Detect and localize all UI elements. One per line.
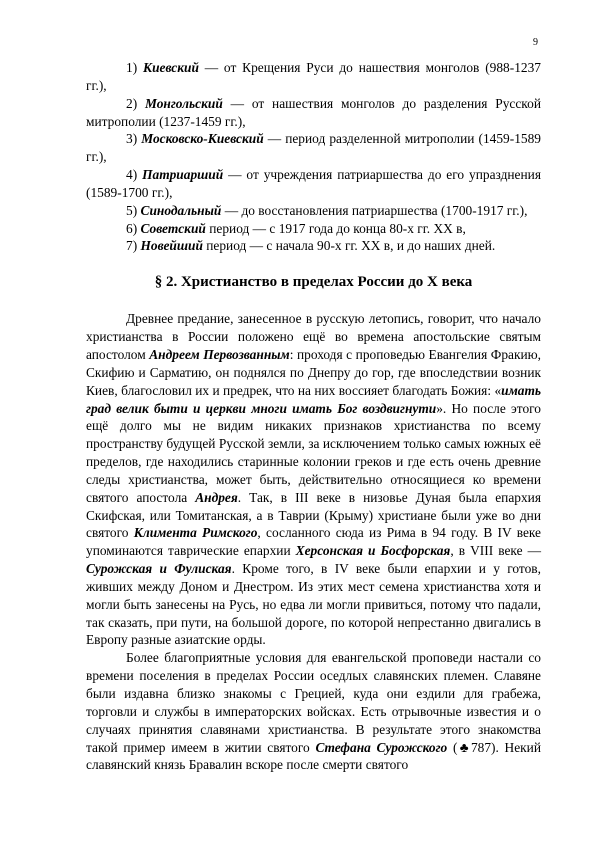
- emphasis: Сурожская и Фулиская: [86, 561, 232, 577]
- period-item: [86, 202, 541, 220]
- period-description: — от учреждения патриаршества до его упразднения (1589-1700 гг.),: [86, 167, 541, 200]
- period-description: — от Крещения Руси до нашествия монголов (988-1237 гг.),: [86, 60, 541, 93]
- period-item: [86, 95, 541, 131]
- period-description: — период разделенной митрополии (1459-1589 гг.),: [86, 131, 541, 165]
- emphasis: имать град велик быти и церкви многи имать Бог воздвигнути: [86, 382, 541, 416]
- periods-list: [86, 59, 541, 255]
- period-description: — от нашествия монголов до разделения Русской митрополии (1237-1459 гг.),: [86, 95, 541, 129]
- period-item: [86, 166, 541, 202]
- period-number: 6): [126, 220, 138, 236]
- emphasis: Андрея: [195, 489, 238, 505]
- period-name: Монгольский: [145, 95, 223, 111]
- body-paragraph: Более благоприятные условия для евангельской проповеди настали со времени поселения в пределах России оседлых славянских племен. Славяне были издавна близко знакомы с Грецией, куда они ездили для грабежа, торговли и службы в императорских войсках. Есть отрывочные известия и о случаях принятия славянами христианства. В результате этого знакомства такой пример имеем в житии святого Стефана Сурожского (♣787). Некий славянский князь Бравалин вскоре после смерти святого: [86, 650, 541, 773]
- emphasis: Климента Римского: [133, 525, 258, 541]
- period-number: 5): [126, 202, 138, 218]
- period-description: — до восстановления патриаршества (1700-1917 гг.),: [221, 202, 528, 218]
- body-paragraph: Древнее предание, занесенное в русскую летопись, говорит, что начало христианства в России положено ещё во времена апостольские святым апостолом Андреем Первозванным: проходя с проповедью Евангелия Фракию, Скифию и Сарматию, он поднялся по Днепру до гор, где впоследствии возник Киев, благословил их и предрек, что на них воссияет благодать Божия: «имать град велик быти и церкви многи имать Бог воздвигнути». Но после этого ещё долго мы не видим никаких признаков христианства по всему пространству будущей Русской земли, за исключением только самых южных её пределов, где находились старинные колонии греков и где есть очень древние следы христианства, может быть, действительно относящиеся ко времени святого апостола Андрея. Так, в III веке в низовье Дуная была епархия Скифская, или Томитанская, а в Таврии (Крыму) христиане были уже во дни святого Климента Римского, сосланного сюда из Рима в 94 году. В IV веке упоминаются таврические епархии Херсонская и Босфорская, в VIII веке — Сурожская и Фулиская. Кроме того, в IV веке были епархии и у готов, живших между Доном и Днестром. Из этих мест семена христианства хотя и могли быть занесены на Русь, но едва ли могли привиться, потому что падали, так сказать, при пути, на большой дороге, по которой непрестанно двигались в Европу разные азиатские орды.: [86, 311, 542, 648]
- period-item: [86, 59, 541, 95]
- period-description: период — с начала 90-х гг. XX в, и до наших дней.: [202, 238, 496, 254]
- section-title: § 2. Христианство в пределах России до X века: [154, 274, 473, 291]
- period-name: Патриарший: [142, 167, 224, 183]
- period-number: 2): [126, 95, 138, 111]
- period-name: Киевский: [142, 60, 199, 75]
- period-number: 7): [126, 238, 138, 254]
- period-description: период — с 1917 года до конца 80-х гг. XX в,: [205, 220, 466, 236]
- period-number: 4): [126, 167, 138, 183]
- emphasis: Андреем Первозванным: [149, 346, 290, 362]
- period-item: [86, 237, 541, 255]
- period-name: Новейший: [140, 238, 203, 254]
- page-number: 9: [533, 37, 538, 48]
- period-name: Советский: [140, 220, 206, 236]
- emphasis: Стефана Сурожского: [315, 739, 448, 755]
- period-item: [86, 220, 541, 238]
- emphasis: Херсонская и Босфорская: [295, 543, 451, 559]
- period-name: Московско-Киевский: [141, 131, 264, 147]
- period-number: 3): [126, 131, 138, 147]
- page-content: [86, 59, 541, 774]
- period-number: 1): [126, 60, 138, 75]
- period-name: Синодальный: [140, 202, 222, 218]
- period-item: [86, 130, 541, 166]
